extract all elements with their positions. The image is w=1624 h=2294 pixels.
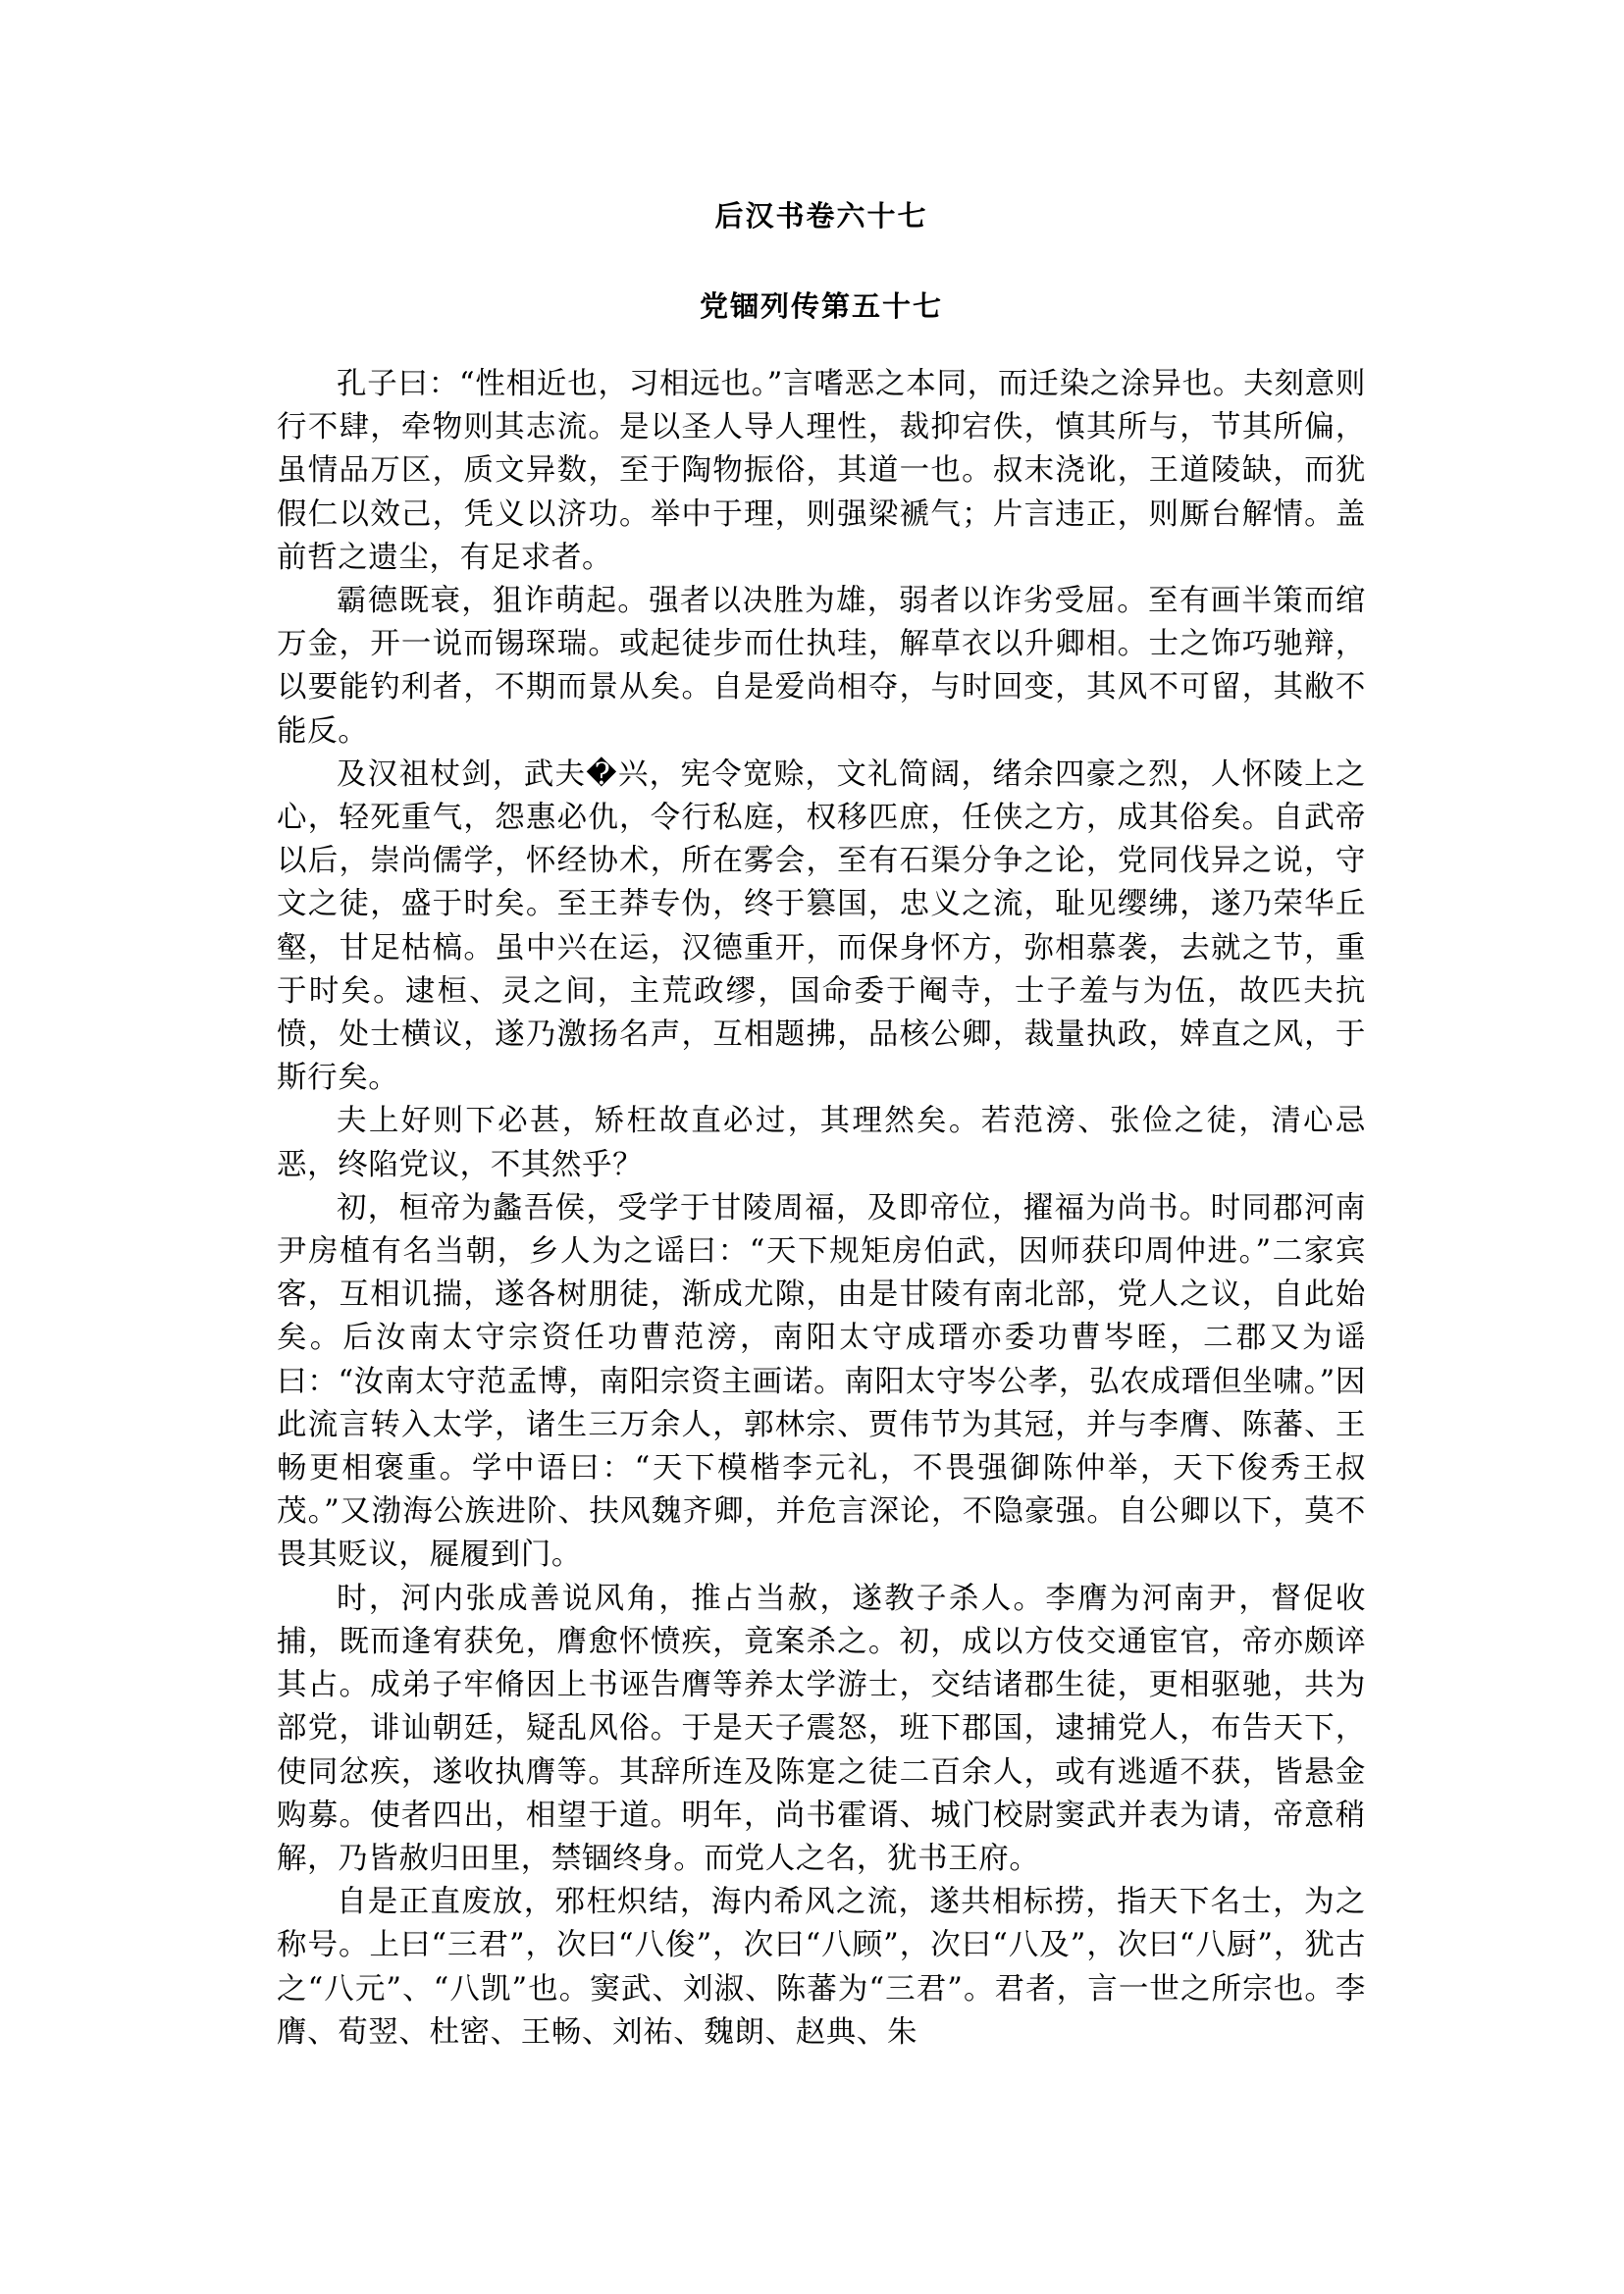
paragraph-2: 霸德既衰，狙诈萌起。强者以决胜为雄，弱者以诈劣受屈。至有画半策而绾万金，开一说而锡琛瑞。或起徒步而仕执珪，解草衣以升卿相。士之饰巧驰辩，以要能钓利者，不期而景从矣。自是爱尚相夺，与时回变，其风不可留，其敝不能反。: [277, 584, 1366, 749]
paragraph-7: 自是正直废放，邪枉炽结，海内希风之流，遂共相标捞，指天下名士，为之称号。上曰“三君”，次曰“八俊”，次曰“八顾”，次曰“八及”，次曰“八厨”，犹古之“八元”、“八凯”也。窦武、刘淑、陈蕃为“三君”。君者，言一世之所宗也。李膺、荀翌、杜密、王畅、刘祐、魏朗、赵典、朱: [277, 1885, 1366, 2050]
document-page: [277, 196, 1366, 2055]
chapter-title: 党锢列传第五十七: [699, 289, 943, 323]
paragraph-4: 夫上好则下必甚，矫枉故直必过，其理然矣。若范滂、张俭之徒，清心忌恶，终陷党议，不其然乎？: [277, 1104, 1366, 1182]
book-title: 后汉书卷六十七: [714, 199, 928, 233]
paragraph-1: 孔子曰：“性相近也，习相远也。”言嗜恶之本同，而迁染之涂异也。夫刻意则行不肆，牵物则其志流。是以圣人导人理性，裁抑宕佚，慎其所与，节其所偏，虽情品万区，质文异数，至于陶物振俗，其道一也。叔末浇讹，王道陵缺，而犹假仁以效己，凭义以济功。举中于理，则强梁褫气；片言违正，则厮台解情。盖前哲之遗尘，有足求者。: [277, 367, 1366, 575]
paragraph-5: 初，桓帝为蠡吾侯，受学于甘陵周福，及即帝位，擢福为尚书。时同郡河南尹房植有名当朝，乡人为之谣曰：“天下规矩房伯武，因师获印周仲进。”二家宾客，互相讥揣，遂各树朋徒，渐成尤隙，由是甘陵有南北部，党人之议，自此始矣。后汝南太守宗资任功曹范滂，南阳太守成瑨亦委功曹岑晊，二郡又为谣曰：“汝南太守范孟博，南阳宗资主画诺。南阳太守岑公孝，弘农成瑨但坐啸。”因此流言转入太学，诸生三万余人，郭林宗、贾伟节为其冠，并与李膺、陈蕃、王畅更相褒重。学中语曰：“天下模楷李元礼，不畏强御陈仲举，天下俊秀王叔茂。”又渤海公族进阶、扶风魏齐卿，并危言深论，不隐豪强。自公卿以下，莫不畏其贬议，屣履到门。: [277, 1190, 1366, 1573]
paragraph-6: 时，河内张成善说风角，推占当赦，遂教子杀人。李膺为河南尹，督促收捕，既而逢宥获免，膺愈怀愤疾，竟案杀之。初，成以方伎交通宦官，帝亦颇谇其占。成弟子牢脩因上书诬告膺等养太学游士，交结诸郡生徒，更相驱驰，共为部党，诽讪朝廷，疑乱风俗。于是天子震怒，班下郡国，逮捕党人，布告天下，使同忿疾，遂收执膺等。其辞所连及陈寔之徒二百余人，或有逃遁不获，皆悬金购募。使者四出，相望于道。明年，尚书霍谞、城门校尉窦武并表为请，帝意稍解，乃皆赦归田里，禁锢终身。而党人之名，犹书王府。: [277, 1581, 1366, 1876]
paragraph-3: 及汉祖杖剑，武夫�兴，宪令宽赊，文礼简阔，绪余四豪之烈，人怀陵上之心，轻死重气，怨惠必仇，令行私庭，权移匹庶，任侠之方，成其俗矣。自武帝以后，崇尚儒学，怀经协术，所在雾会，至有石渠分争之论，党同伐异之说，守文之徒，盛于时矣。至王莽专伪，终于篡国，忠义之流，耻见缨绋，遂乃荣华丘壑，甘足枯槁。虽中兴在运，汉德重开，而保身怀方，弥相慕袭，去就之节，重于时矣。逮桓、灵之间，主荒政缪，国命委于阉寺，士子羞与为伍，故匹夫抗愤，处士横议，遂乃激扬名声，互相题拂，品核公卿，裁量执政，婞直之风，于斯行矣。: [277, 756, 1366, 1096]
